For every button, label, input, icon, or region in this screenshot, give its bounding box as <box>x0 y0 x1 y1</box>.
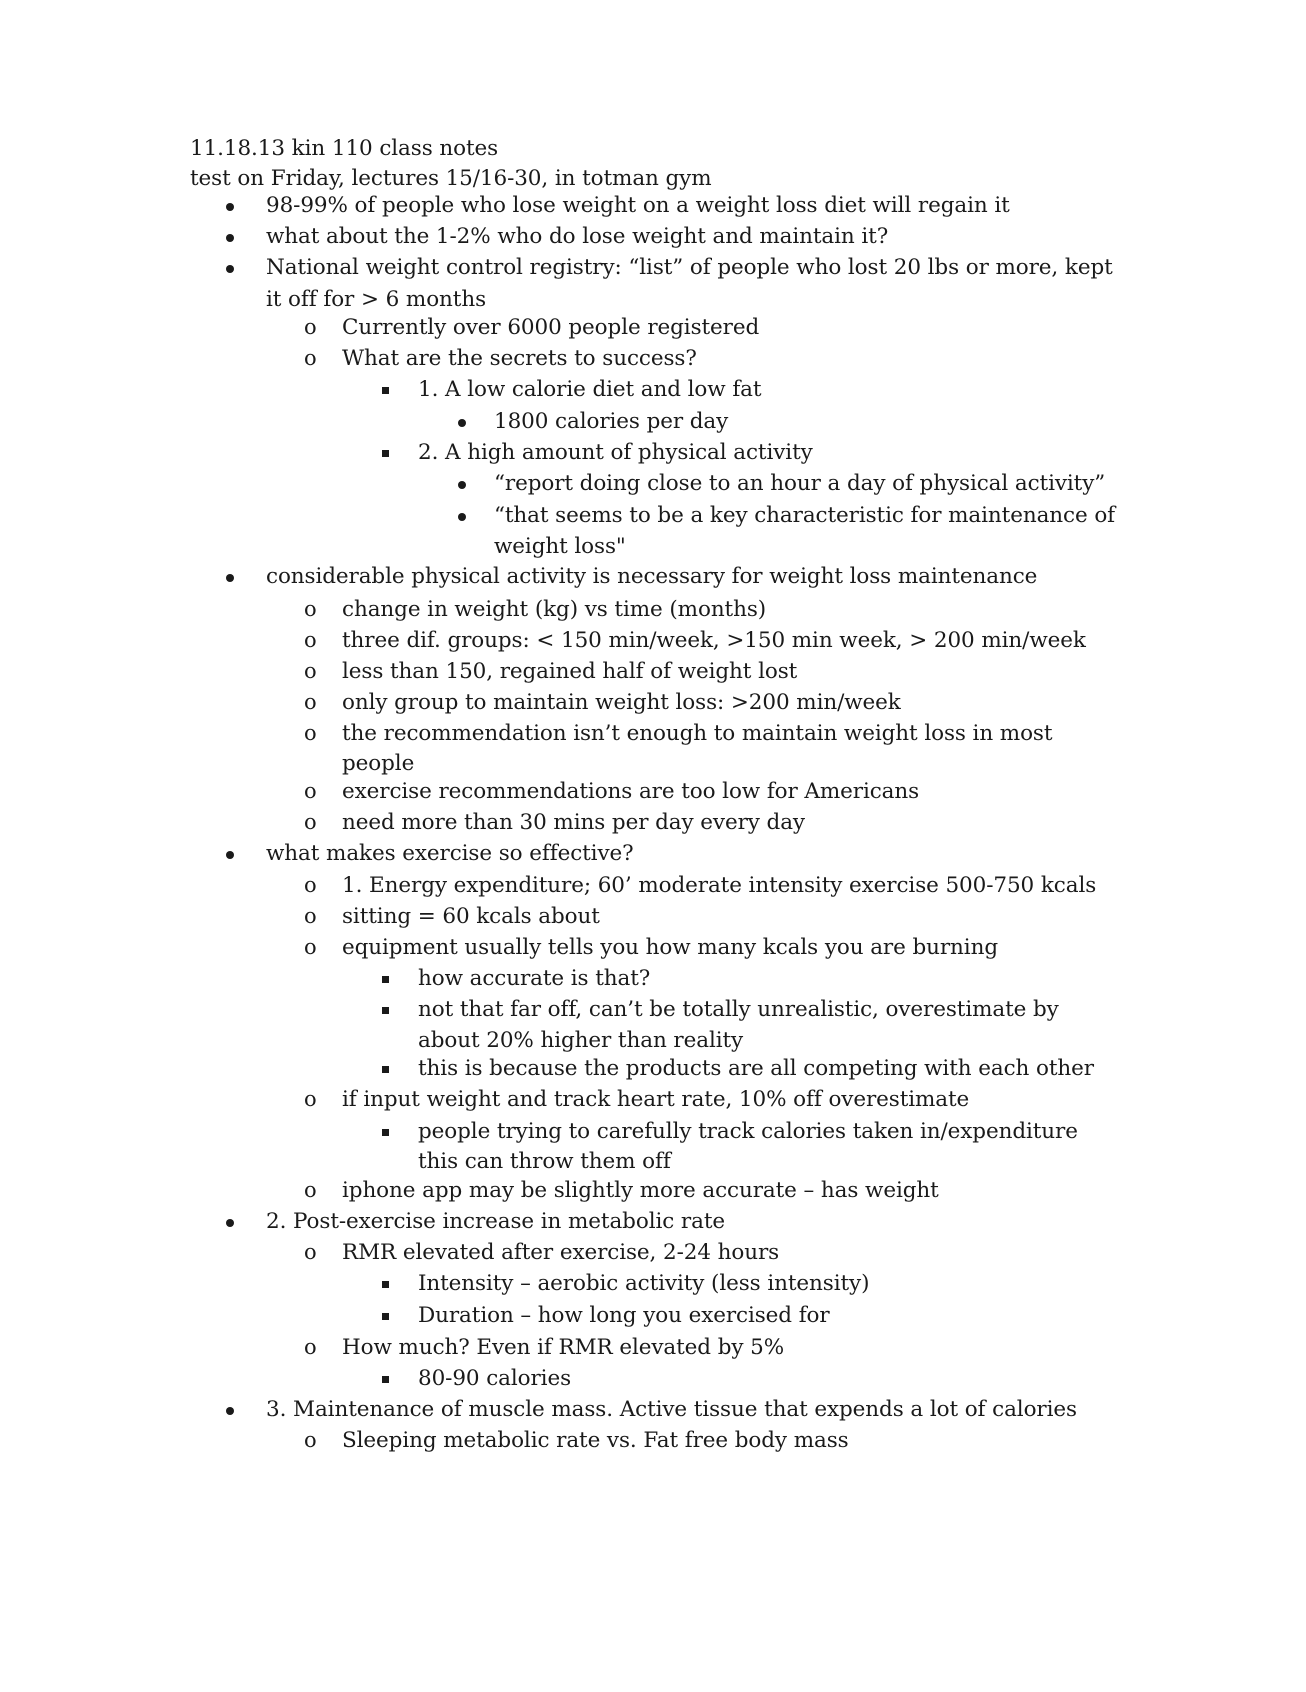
bullet-marker <box>458 481 466 489</box>
bullet-item: 2. Post-exercise increase in metabolic rate <box>266 1209 725 1234</box>
sub-sub-item: 1. A low calorie diet and low fat <box>418 377 762 402</box>
sub-item-continuation: people <box>342 751 415 776</box>
circle-bullet-marker: o <box>304 1240 317 1264</box>
sub-item: Sleeping metabolic rate vs. Fat free body mass <box>342 1428 849 1453</box>
page-title: 11.18.13 kin 110 class notes <box>190 136 499 161</box>
sub-sub-item: not that far off, can’t be totally unrealistic, overestimate by <box>418 997 1059 1022</box>
sub-item: only group to maintain weight loss: >200 min/week <box>342 690 901 715</box>
sub-sub-item: 80-90 calories <box>418 1366 572 1391</box>
circle-bullet-marker: o <box>304 628 317 652</box>
sub-item: need more than 30 mins per day every day <box>342 810 805 835</box>
circle-bullet-marker: o <box>304 1335 317 1359</box>
sub-sub-item-continuation: this can throw them off <box>418 1149 671 1174</box>
square-bullet-marker <box>382 1129 389 1136</box>
sub-item: iphone app may be slightly more accurate – has weight <box>342 1178 939 1203</box>
level4-item-continuation: weight loss" <box>494 534 626 559</box>
circle-bullet-marker: o <box>304 873 317 897</box>
bullet-marker <box>458 513 466 521</box>
level4-item: “report doing close to an hour a day of physical activity” <box>494 471 1106 496</box>
sub-item: exercise recommendations are too low for Americans <box>342 779 920 804</box>
circle-bullet-marker: o <box>304 721 317 745</box>
circle-bullet-marker: o <box>304 1087 317 1111</box>
square-bullet-marker <box>382 1066 389 1073</box>
circle-bullet-marker: o <box>304 315 317 339</box>
bullet-item: what makes exercise so effective? <box>266 841 634 866</box>
bullet-marker <box>226 1407 234 1415</box>
sub-sub-item: this is because the products are all competing with each other <box>418 1056 1094 1081</box>
sub-item: three dif. groups: < 150 min/week, >150 min week, > 200 min/week <box>342 628 1086 653</box>
bullet-item: 98-99% of people who lose weight on a weight loss diet will regain it <box>266 193 1010 218</box>
bullet-marker <box>226 1219 234 1227</box>
sub-item: RMR elevated after exercise, 2-24 hours <box>342 1240 780 1265</box>
sub-sub-item: Duration – how long you exercised for <box>418 1303 830 1328</box>
sub-sub-item-continuation: about 20% higher than reality <box>418 1028 744 1053</box>
bullet-item: 3. Maintenance of muscle mass. Active tissue that expends a lot of calories <box>266 1397 1077 1422</box>
sub-sub-item: Intensity – aerobic activity (less intensity) <box>418 1271 870 1296</box>
sub-sub-item: how accurate is that? <box>418 966 651 991</box>
square-bullet-marker <box>382 976 389 983</box>
circle-bullet-marker: o <box>304 779 317 803</box>
circle-bullet-marker: o <box>304 597 317 621</box>
level4-item: “that seems to be a key characteristic for maintenance of <box>494 503 1116 528</box>
circle-bullet-marker: o <box>304 1178 317 1202</box>
sub-item: equipment usually tells you how many kcals you are burning <box>342 935 998 960</box>
sub-sub-item: people trying to carefully track calories taken in/expenditure <box>418 1119 1078 1144</box>
bullet-marker <box>226 265 234 273</box>
square-bullet-marker <box>382 450 389 457</box>
circle-bullet-marker: o <box>304 935 317 959</box>
sub-sub-item: 2. A high amount of physical activity <box>418 440 813 465</box>
sub-item: Currently over 6000 people registered <box>342 315 760 340</box>
sub-item: What are the secrets to success? <box>342 346 697 371</box>
circle-bullet-marker: o <box>304 904 317 928</box>
square-bullet-marker <box>382 387 389 394</box>
sub-item: sitting = 60 kcals about <box>342 904 600 929</box>
bullet-marker <box>226 851 234 859</box>
circle-bullet-marker: o <box>304 1428 317 1452</box>
bullet-marker <box>226 574 234 582</box>
sub-item: 1. Energy expenditure; 60’ moderate intensity exercise 500-750 kcals <box>342 873 1097 898</box>
bullet-item-continuation: it off for > 6 months <box>266 287 487 312</box>
bullet-marker <box>226 234 234 242</box>
square-bullet-marker <box>382 1007 389 1014</box>
sub-item: change in weight (kg) vs time (months) <box>342 597 767 622</box>
circle-bullet-marker: o <box>304 810 317 834</box>
square-bullet-marker <box>382 1281 389 1288</box>
page-subtitle: test on Friday, lectures 15/16-30, in totman gym <box>190 166 712 191</box>
sub-item: less than 150, regained half of weight lost <box>342 659 798 684</box>
sub-item: How much? Even if RMR elevated by 5% <box>342 1335 785 1360</box>
square-bullet-marker <box>382 1313 389 1320</box>
circle-bullet-marker: o <box>304 659 317 683</box>
circle-bullet-marker: o <box>304 346 317 370</box>
square-bullet-marker <box>382 1376 389 1383</box>
bullet-marker <box>458 419 466 427</box>
bullet-marker <box>226 203 234 211</box>
bullet-item: considerable physical activity is necessary for weight loss maintenance <box>266 564 1038 589</box>
bullet-item: National weight control registry: “list” of people who lost 20 lbs or more, kept <box>266 255 1113 280</box>
sub-item: if input weight and track heart rate, 10% off overestimate <box>342 1087 970 1112</box>
level4-item: 1800 calories per day <box>494 409 729 434</box>
sub-item: the recommendation isn’t enough to maintain weight loss in most <box>342 721 1053 746</box>
circle-bullet-marker: o <box>304 690 317 714</box>
bullet-item: what about the 1-2% who do lose weight and maintain it? <box>266 224 889 249</box>
